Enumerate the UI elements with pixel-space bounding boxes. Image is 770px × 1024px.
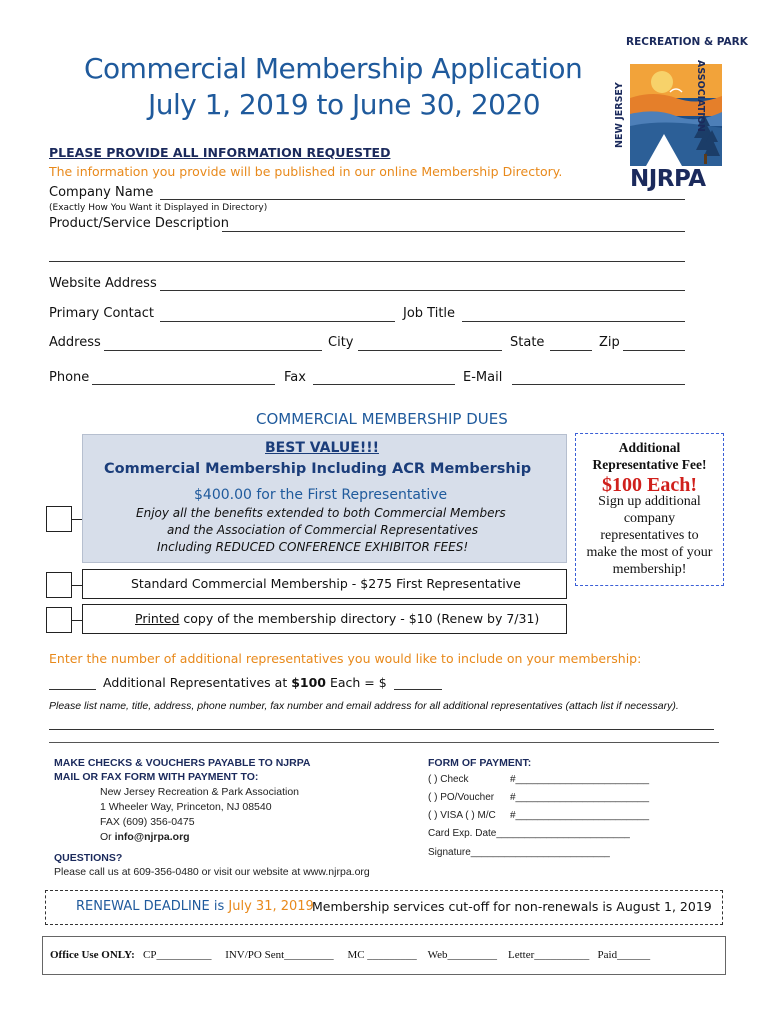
best-value-price: $400.00 for the First Representative	[194, 487, 448, 503]
office-use-row	[50, 949, 650, 961]
payable-heading: MAKE CHECKS & VOUCHERS PAYABLE TO NJRPA	[54, 757, 311, 769]
renewal-cutoff: Membership services cut-off for non-renewals is August 1, 2019	[312, 899, 712, 914]
mail-email-line	[100, 831, 190, 843]
additional-reps-text: Additional Representatives at	[103, 675, 292, 690]
payment-card-option[interactable]: ( ) VISA ( ) M/C	[428, 810, 496, 821]
office-web: Web_________	[427, 949, 498, 961]
printed-directory-label	[135, 611, 539, 626]
payment-card-expiry[interactable]: Card Exp. Date________________________	[428, 828, 630, 839]
additional-reps-line	[103, 675, 387, 690]
product-description-label: Product/Service Description	[49, 216, 229, 231]
office-use-label: Office Use ONLY:	[50, 949, 135, 961]
best-value-desc2: and the Association of Commercial Representatives	[167, 523, 478, 537]
mail-address-line2: 1 Wheeler Way, Princeton, NJ 08540	[100, 801, 272, 813]
standard-membership-label: Standard Commercial Membership - $275 First Representative	[131, 576, 521, 591]
best-value-label: BEST VALUE!!!	[265, 440, 379, 456]
city-field[interactable]	[358, 350, 502, 351]
office-mc: MC _________	[347, 949, 417, 961]
questions-heading: QUESTIONS?	[54, 852, 123, 864]
renewal-deadline	[76, 899, 314, 914]
additional-reps-prompt: Enter the number of additional representatives you would like to include on your membership:	[49, 651, 642, 666]
additional-fee-desc5: membership!	[612, 562, 687, 577]
additional-reps-list-field[interactable]	[49, 729, 714, 730]
state-label: State	[510, 335, 545, 350]
job-title-field[interactable]	[462, 321, 685, 322]
logo-org-line2: ASSOCIATION	[695, 60, 706, 132]
company-name-label: Company Name	[49, 185, 154, 200]
zip-field[interactable]	[623, 350, 685, 351]
printed-word: Printed	[135, 611, 180, 626]
job-title-label: Job Title	[403, 306, 456, 321]
company-name-field[interactable]	[160, 199, 685, 200]
logo-org-line1: RECREATION & PARK	[626, 36, 748, 48]
address-field[interactable]	[104, 350, 322, 351]
office-letter: Letter__________	[508, 949, 590, 961]
mail-heading: MAIL OR FAX FORM WITH PAYMENT TO:	[54, 771, 259, 783]
best-value-connector	[72, 519, 82, 520]
product-description-field-line2[interactable]	[49, 261, 685, 262]
fax-label: Fax	[284, 370, 306, 385]
primary-contact-label: Primary Contact	[49, 306, 154, 321]
payment-heading: FORM OF PAYMENT:	[428, 757, 532, 769]
directory-notice: The information you provide will be published in our online Membership Directory.	[49, 164, 563, 179]
best-value-checkbox[interactable]	[46, 506, 72, 532]
standard-membership-checkbox[interactable]	[46, 572, 72, 598]
phone-label: Phone	[49, 370, 90, 385]
dues-heading: COMMERCIAL MEMBERSHIP DUES	[256, 410, 508, 428]
additional-fee-desc1: Sign up additional	[598, 494, 701, 509]
questions-contact: Please call us at 609-356-0480 or visit our website at www.njrpa.org	[54, 866, 370, 878]
additional-reps-total-text: Each = $	[326, 675, 387, 690]
primary-contact-field[interactable]	[160, 321, 395, 322]
mail-fax-line: FAX (609) 356-0475	[100, 816, 195, 828]
email-label: E-Mail	[463, 370, 503, 385]
office-cp: CP__________	[142, 949, 212, 961]
additional-reps-note: Please list name, title, address, phone number, fax number and email address for all additional representatives (attach list if necessary).	[49, 700, 679, 712]
website-field[interactable]	[160, 290, 685, 291]
additional-fee-line1: Additional	[618, 440, 681, 455]
mail-address-line1: New Jersey Recreation & Park Association	[100, 786, 300, 798]
state-field[interactable]	[550, 350, 592, 351]
fax-field[interactable]	[313, 384, 455, 385]
office-paid: Paid______	[597, 949, 651, 961]
printed-rest: copy of the membership directory - $10 (Renew by 7/31)	[179, 611, 540, 626]
mail-email-link[interactable]: info@njrpa.org	[114, 831, 190, 843]
payment-check-number[interactable]: #________________________	[510, 774, 650, 785]
printed-directory-checkbox[interactable]	[46, 607, 72, 633]
page-title: Commercial Membership Application	[84, 52, 583, 85]
additional-reps-count-field[interactable]	[49, 689, 96, 690]
section-divider	[49, 742, 719, 743]
additional-reps-price: $100	[291, 675, 326, 690]
mail-email-prefix: Or	[100, 831, 115, 843]
email-field[interactable]	[512, 384, 685, 385]
request-heading: PLEASE PROVIDE ALL INFORMATION REQUESTED	[49, 145, 391, 160]
company-name-hint: (Exactly How You Want it Displayed in Directory)	[49, 203, 268, 213]
additional-fee-desc4: make the most of your	[586, 545, 713, 560]
additional-fee-price: $100 Each!	[602, 474, 697, 496]
additional-fee-line2: Representative Fee!	[592, 457, 707, 472]
payment-card-number[interactable]: #________________________	[510, 810, 650, 821]
city-label: City	[328, 335, 354, 350]
payment-po-option[interactable]: ( ) PO/Voucher	[428, 792, 495, 803]
payment-check-option[interactable]: ( ) Check	[428, 774, 469, 785]
payment-signature[interactable]: Signature_________________________	[428, 847, 610, 858]
best-value-desc3: Including REDUCED CONFERENCE EXHIBITOR FEES!	[157, 540, 469, 554]
payment-po-number[interactable]: #________________________	[510, 792, 650, 803]
best-value-desc1: Enjoy all the benefits extended to both Commercial Members	[136, 506, 506, 520]
additional-reps-total-field[interactable]	[394, 689, 442, 690]
office-inv: INV/PO Sent_________	[225, 949, 334, 961]
printed-connector	[72, 620, 82, 621]
logo-abbreviation: NJRPA	[630, 166, 706, 192]
renewal-label: RENEWAL DEADLINE	[76, 899, 210, 914]
renewal-date: July 31, 2019	[228, 899, 314, 914]
page-subtitle: July 1, 2019 to June 30, 2020	[148, 88, 541, 121]
website-label: Website Address	[49, 276, 157, 291]
product-description-field[interactable]	[222, 231, 685, 232]
renewal-is: is	[209, 899, 229, 914]
zip-label: Zip	[599, 335, 620, 350]
additional-fee-desc3: representatives to	[600, 528, 699, 543]
address-label: Address	[49, 335, 101, 350]
additional-fee-desc2: company	[623, 511, 676, 526]
standard-connector	[72, 585, 82, 586]
best-value-title: Commercial Membership Including ACR Membership	[104, 461, 532, 477]
phone-field[interactable]	[92, 384, 275, 385]
logo-side-text: NEW JERSEY	[614, 82, 625, 148]
